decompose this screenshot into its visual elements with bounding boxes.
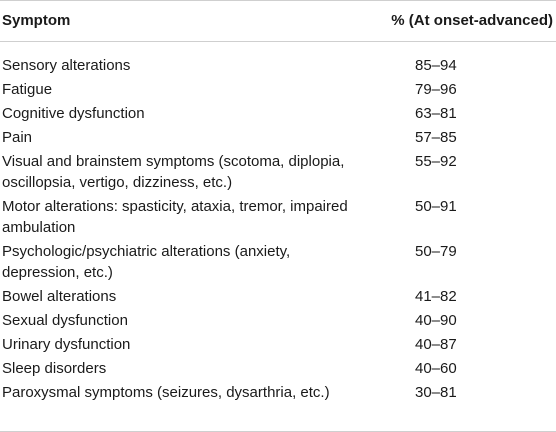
symptom-cell: Cognitive dysfunction	[2, 105, 145, 122]
percent-cell: 63–81	[415, 105, 457, 122]
percent-cell: 30–81	[415, 384, 457, 401]
symptom-cell: Sexual dysfunction	[2, 312, 128, 329]
table-row	[0, 127, 556, 148]
percent-cell: 40–90	[415, 312, 457, 329]
symptom-cell: Motor alterations: spasticity, ataxia, tremor, impaired	[2, 198, 348, 215]
symptom-cell: Sensory alterations	[2, 57, 131, 74]
symptom-cell: Paroxysmal symptoms (seizures, dysarthria, etc.)	[2, 384, 330, 401]
percent-cell: 85–94	[415, 57, 457, 74]
symptom-cell-continued: depression, etc.)	[2, 264, 113, 281]
symptom-cell: Fatigue	[2, 81, 53, 98]
table-row	[0, 103, 556, 124]
percent-cell: 41–82	[415, 288, 457, 305]
percent-cell: 79–96	[415, 81, 457, 98]
header-symptom: Symptom	[2, 12, 71, 29]
percent-cell: 50–79	[415, 243, 457, 260]
table-row	[0, 358, 556, 379]
symptom-cell-continued: oscillopsia, vertigo, dizziness, etc.)	[2, 174, 233, 191]
percent-cell: 50–91	[415, 198, 457, 215]
table-row	[0, 79, 556, 100]
table-row	[0, 310, 556, 331]
symptom-cell: Urinary dysfunction	[2, 336, 131, 353]
percent-cell: 40–87	[415, 336, 457, 353]
table-row	[0, 55, 556, 76]
symptom-cell-continued: ambulation	[2, 219, 76, 236]
symptom-cell: Pain	[2, 129, 33, 146]
header-percent: % (At onset-advanced)	[391, 12, 553, 29]
symptom-cell: Psychologic/psychiatric alterations (anxiety,	[2, 243, 291, 260]
percent-cell: 55–92	[415, 153, 457, 170]
symptom-cell: Visual and brainstem symptoms (scotoma, diplopia,	[2, 153, 345, 170]
table-row	[0, 241, 556, 283]
percent-cell: 40–60	[415, 360, 457, 377]
table-row	[0, 334, 556, 355]
table-row	[0, 286, 556, 307]
table-row	[0, 196, 556, 238]
table-header-row	[0, 0, 556, 41]
symptom-cell: Bowel alterations	[2, 288, 117, 305]
table-row	[0, 151, 556, 193]
table-header-rule	[0, 41, 556, 42]
table-body	[0, 55, 556, 406]
symptom-cell: Sleep disorders	[2, 360, 107, 377]
table-row	[0, 382, 556, 403]
percent-cell: 57–85	[415, 129, 457, 146]
